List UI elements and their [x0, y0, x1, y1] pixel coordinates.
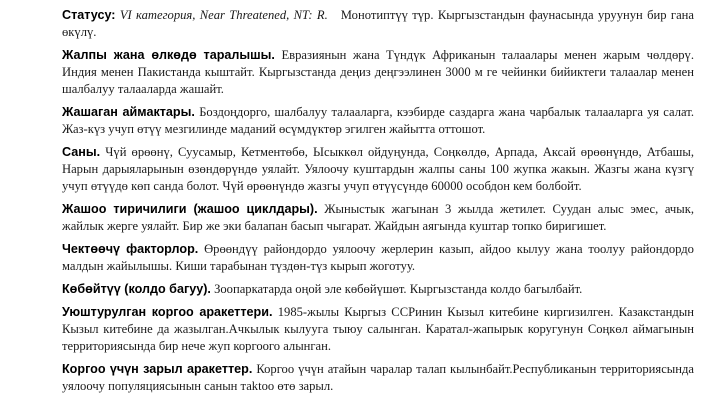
section-text: Өрөөндүү райондордо уялоочу жерлерин казып, айдоо кылуу жана тоолуу райондордо малдын жайылышы. Киши тарабынан түздөн-түз кырып жоготуу.: [62, 242, 694, 273]
section-text: Коргоо үчүн атайын чаралар талап кылынбайт.Республиканын территориясында уялоочу популяциясынын санын таktoo өтө зарыл.: [62, 362, 694, 393]
status-paragraph: [62, 7, 694, 41]
section-breeding: [62, 281, 694, 298]
section-needed-protection: [62, 361, 694, 395]
section-heading: Жашаган аймактары.: [62, 105, 195, 119]
section-heading: Коргоо үчүн зарыл аракеттер.: [62, 362, 253, 376]
section-text: Зоопаркатарда оңой эле көбөйүшөт. Кыргызстанда колдо багылбайт.: [214, 282, 583, 296]
status-text: Монотиптүү түр. Кыргызстандын фаунасында уруунун бир гана өкүлү.: [62, 8, 694, 39]
section-heading: Көбөйтүү (колдо багуу).: [62, 282, 211, 296]
section-heading: Чектөөчү факторлор.: [62, 242, 199, 256]
document-body: [62, 7, 694, 401]
section-heading: Жалпы жана өлкөдө таралышы.: [62, 48, 275, 62]
section-population: [62, 144, 694, 195]
status-label: Статусу:: [62, 8, 116, 22]
section-heading: Уюштурулган коргоо аракеттери.: [62, 305, 273, 319]
section-limiting-factors: [62, 241, 694, 275]
section-text: 1985-жылы Кыргыз ССРинин Кызыл китебине киргизилген. Казакстандын Кызыл китебине да жазылган.Ачкылык кылууга тыюу салынган. Каратал-жапырык коругунун Соңкөл аймагынын территориясында бир нече жуп коргоого алынган.: [62, 305, 694, 353]
section-organized-protection: [62, 304, 694, 355]
section-heading: Саны.: [62, 145, 101, 159]
section-text: Боздоңдорго, шалбалуу талааларга, кээбирде саздарга жана чарбалык талааларга уя салат. Жаз-күз учуп өтүү мезгилинде маданий өсүмдүктөр эгилген жайытта оттошот.: [62, 105, 695, 136]
section-text: Жыныстык жагынан 3 жылда жетилет. Суудан алыс эмес, ачык, жайлык жерге уялайт. Бир же эки балапан басып чыгарат. Жайдын аягында куштар топко биригишет.: [62, 202, 694, 233]
status-category: VI категория, Near Threatened, NT: R.: [119, 8, 328, 22]
section-heading: Жашоо тиричилиги (жашоо циклдары).: [62, 202, 318, 216]
section-distribution: [62, 47, 694, 98]
section-habitat: [62, 104, 694, 138]
section-text: Евразиянын жана Түндүк Африканын талаалары менен жарым чөлдөрү. Индия менен Пакистанда кыштайт. Кыргызстанда деңиз деңгээлинен 3000 м ге чейинки бийиктеги талаалар менен шалбалуу талааларда жашайт.: [62, 48, 694, 96]
section-text: Чүй өрөөнү, Суусамыр, Кетментөбө, Ысыккөл ойдуңунда, Соңкөлдө, Арпада, Аксай өрөөнүндө, Атбашы, Нарын дарыяларынын өзөндөрүндө уялайт. Уялоочу куштардын жалпы саны 100 жупка жакын. Жазгы жана күзгү учуп өтүүдө көп санда болот. Чүй өрөөнүндө жазгы учуп өтүүсүндө 60000 особдон кем болбойт.: [62, 145, 694, 193]
section-life-cycle: [62, 201, 694, 235]
